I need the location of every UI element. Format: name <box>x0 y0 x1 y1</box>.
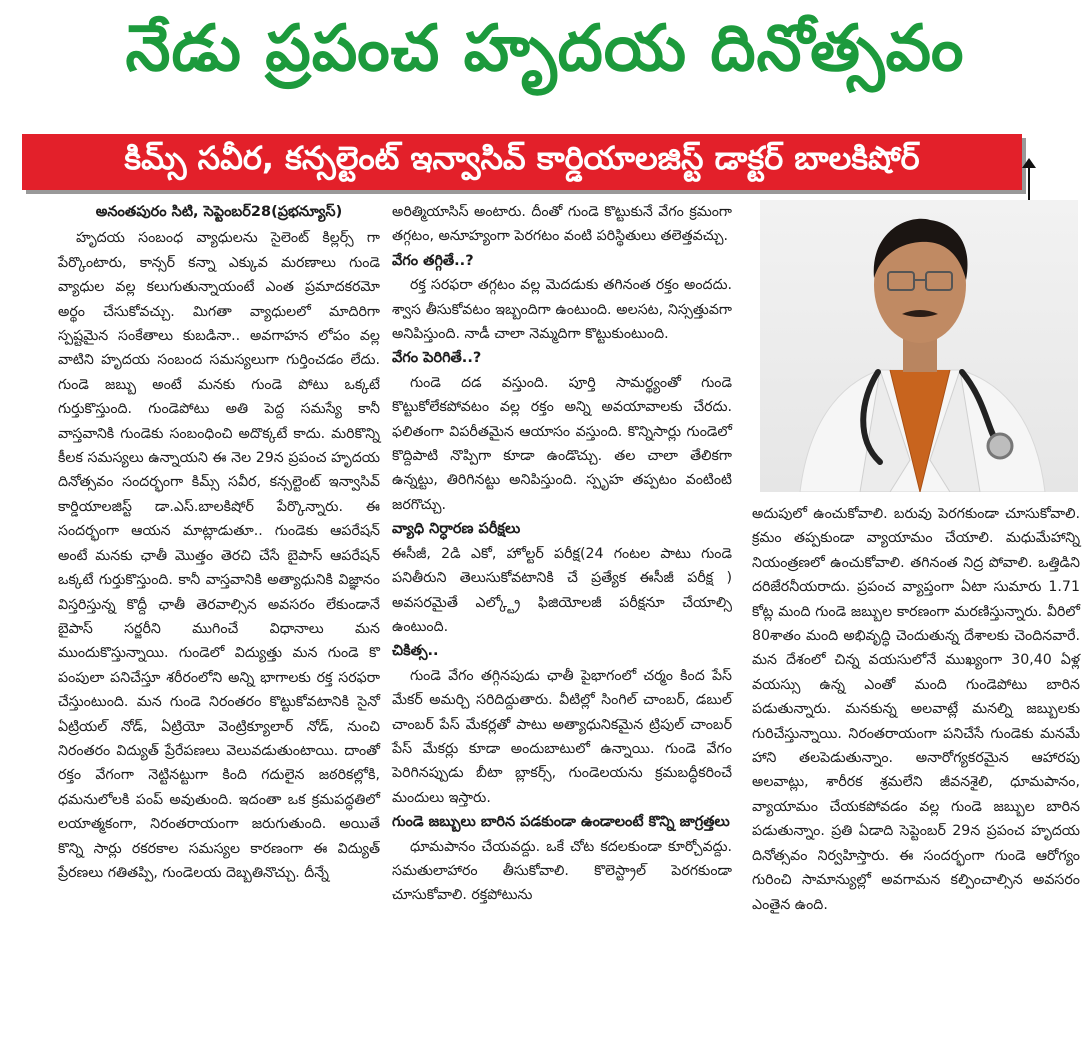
doctor-photo <box>760 200 1078 492</box>
paragraph: గుండె వేగం తగ్గినపుడు ఛాతీ పైభాగంలో చర్మం కింద పేస్ మేకర్ అమర్చి సరిదిద్దుతారు. వీటిల్లో సింగిల్ చాంబర్, డబుల్ చాంబర్ పేస్ మేకర్లతో పాటు అత్యాధునికమైన ట్రిపుల్ చాంబర్ పేస్ మేకర్లు కూడా అందుబాటులో ఉన్నాయి. గుండె వేగం పెరిగినప్పుడు బీటా బ్లాకర్స్, గుండెలయను క్రమబద్ధీకరించే మందులు ఇస్తారు. <box>392 667 732 806</box>
section-heading: చికిత్స.. <box>392 643 439 660</box>
paragraph: గుండె దడ వస్తుంది. పూర్తి సామర్థ్యంతో గుండె కొట్టుకోలేకపోవటం వల్ల రక్తం అన్ని అవయావాలకు చేరదు. ఫలితంగా విపరీతమైన ఆయాసం వస్తుంది. కొన్నిసార్లు గుండెలో కొద్దిపాటి నొప్పిగా కూడా ఉండొచ్చు. తల చాలా తేలికగా ఉన్నట్టు, తిరిగినట్టు అనిపిస్తుంది. స్పృహ తప్పటం వంటింటి జరగొచ్చు. <box>392 374 732 513</box>
doctor-portrait-icon <box>760 200 1078 492</box>
up-arrow-icon <box>1028 160 1030 200</box>
paragraph: అరిత్మియాసిస్ అంటారు. దీంతో గుండె కొట్టుకునే వేగం క్రమంగా తగ్గటం, అనూహ్యంగా పెరగటం వంటి పరిస్థితులు తలెత్తవచ్చు. <box>392 204 732 245</box>
dateline: అనంతపురం సిటి, సెప్టెంబర్28(ప్రభన్యూస్) <box>95 204 343 220</box>
section-heading: వేగం తగ్గితే..? <box>392 252 474 269</box>
section-heading: వ్యాధి నిర్ధారణ పరీక్షలు <box>392 521 521 538</box>
paragraph: ధూమపానం చేయవద్దు. ఒకే చోట కదలకుండా కూర్చోవద్దు. సమతులాహారం తీసుకోవాలి. కొలెస్ట్రాల్ పెరగకుండా చూసుకోవాలి. రక్తపోటును <box>392 838 732 904</box>
article-column-1 <box>58 200 380 885</box>
section-heading: వేగం పెరిగితే..? <box>392 350 482 367</box>
subtitle-banner: కిమ్స్ సవీర, కన్సల్టెంట్ ఇన్వాసివ్ కార్డియాలజిస్ట్ డాక్టర్ బాలకిషోర్ <box>22 134 1022 190</box>
paragraph: ఈసీజీ, 2డి ఎకో, హోల్టర్ పరీక్ష(24 గంటల పాటు గుండె పనితీరుని తెలుసుకోవటానికి చే ప్రత్యేక ఈసీజీ పరీక్ష ) అవసరమైతే ఎల్క్ట్రో ఫిజియోలజీ పరీక్షనూ చేయాల్సి ఉంటుంది. <box>392 545 732 635</box>
article-column-2 <box>392 200 732 908</box>
headline: నేడు ప్రపంచ హృదయ దినోత్సవం <box>125 11 965 86</box>
paragraph: హృదయ సంబంధ వ్యాధులను సైలెంట్ కిల్లర్స్ గా పేర్కొంటారు, కాన్సర్ కన్నా ఎక్కువ మరణాలు గుండె వ్యాధుల వల్ల కలుగుతున్నాయంటే ఎంత ప్రమాదకరమో అర్థం చేసుకోవచ్చు. మిగతా వ్యాధులలో మాదిరిగా స్పష్టమైన సంకేతాలు కుబడినా.. అవగాహన లోపం వల్ల వాటిని హృదయ సంబంద సమస్యలుగా గుర్తించడం లేదు. గుండె జబ్బు అంటే మనకు గుండె పోటు ఒక్కటే గుర్తుకొస్తుంది. గుండెపోటు అతి పెద్ద సమస్యే కానీ వాస్తవానికి గుండెకు సంబంధించి అదొక్కటే కాదు. మరికొన్ని కీలక సమస్యలు ఉన్నాయని ఈ నెల 29న ప్రపంచ హృదయ దినోత్సవం సందర్భంగా కిమ్స్ సవీర, కన్సల్టెంట్ ఇన్వాసివ్ కార్డియాలజిస్ట్ డా.ఎస్.బాలకిషోర్ పేర్కొన్నారు. ఈ సందర్భంగా ఆయన మాట్లాడుతూ.. గుండెకు ఆపరేషన్ అంటే మనకు ఛాతీ మొత్తం తెరచి చేసే బైపాస్ ఆపరేషన్ ఒక్కటే గుర్తుకొస్తుంది. కానీ వాస్తవానికి అత్యాధునికి విజ్ఞానం విస్తరిస్తున్న కొద్దీ ఛాతీ తెరవాల్సిన అవసరం లేకుండానే బైపాస్ సర్జరీని ముగించే విధానాలు మన ముందుకొస్తున్నాయి. గుండెలో విద్యుత్తు మన గుండె కొ పంపులా పనిచేస్తూ శరీరంలోని అన్ని భాగాలకు రక్త సరఫరా చేస్తుంటుంది. మన గుండె నిరంతరం కొట్టుకోవటానికి సైనో ఏట్రియల్ నోడ్, ఏట్రియో వెంట్రిక్యూలార్ నోడ్, నుంచి నిరంతరం విద్యుత్ ప్రేరేపణలు వెలువడుతుంటాయి. దాంతో రక్తం వేగంగా నెట్టినట్టుగా కింది గదులైన జఠరికల్లోకి, ధమనులోలకి పంప్ అవుతుంది. ఇదంతా ఒక క్రమపద్ధతిలో లయాత్మకంగా, నిరంతరాయంగా జరుగుతుంది. అయితే కొన్ని సార్లు రకరకాల సమస్యల కారణంగా ఈ విద్యుత్ ప్రేరణలు గతితప్పి, గుండెలయ దెబ్బతినొచ్చు. దీన్నే <box>58 230 380 881</box>
section-heading: గుండె జబ్బులు బారిన పడకుండా ఉండాలంటే కొన్ని జాగ్రత్తలు <box>392 814 730 831</box>
article-column-3 <box>752 502 1080 917</box>
paragraph: అదుపులో ఉంచుకోవాలి. బరువు పెరగకుండా చూసుకోవాలి. క్రమం తప్పకుండా వ్యాయామం చేయాలి. మధుమేహాన్ని నియంత్రణలో ఉంచుకోవాలి. తగినంత నిద్ర పోవాలి. ఒత్తిడిని దరిజేరనీయరాదు. ప్రపంచ వ్యాప్తంగా ఏటా సుమారు 1.71 కోట్ల మంది గుండె జబ్బుల కారణంగా మరణిస్తున్నారు. వీరిలో 80శాతం మంది అభివృద్ధి చెందుతున్న దేశాలకు చెందినవారే. మన దేశంలో చిన్న వయసులోనే ముఖ్యంగా 30,40 ఏళ్ల వయస్సు ఉన్న ఎంతో మంది గుండెపోటు బారిన పడుతున్నారు. మనకున్న అలవాట్లే మనల్ని జబ్బులకు గురిచేస్తున్నాయి. నిరంతరాయంగా పనిచేసే గుండెకు మనమే హాని తలపెడుతున్నాం. అనారోగ్యకరమైన ఆహారపు అలవాట్లు, శారీరక శ్రమలేని జీవనశైలి, ధూమపానం, వ్యాయామం చేయకపోవడం వల్ల గుండె జబ్బుల బారిన పడుతున్నాం. ప్రతి ఏడాది సెప్టెంబర్ 29న ప్రపంచ హృదయ దినోత్సవం నిర్వహిస్తారు. ఈ సందర్భంగా గుండె ఆరోగ్యం గురించి సామాన్యుల్లో అవగామన కల్పించాల్సిన అవసరం ఎంతైన ఉంది. <box>752 506 1080 913</box>
paragraph: రక్త సరఫరా తగ్గటం వల్ల మెదడుకు తగినంత రక్తం అందదు. శ్వాస తీసుకోవటం ఇబ్బందిగా ఉంటుంది. అలసట, నిస్సత్తువగా అనిపిస్తుంది. నాడీ చాలా నెమ్మదిగా కొట్టుకుంటుంది. <box>392 277 732 343</box>
